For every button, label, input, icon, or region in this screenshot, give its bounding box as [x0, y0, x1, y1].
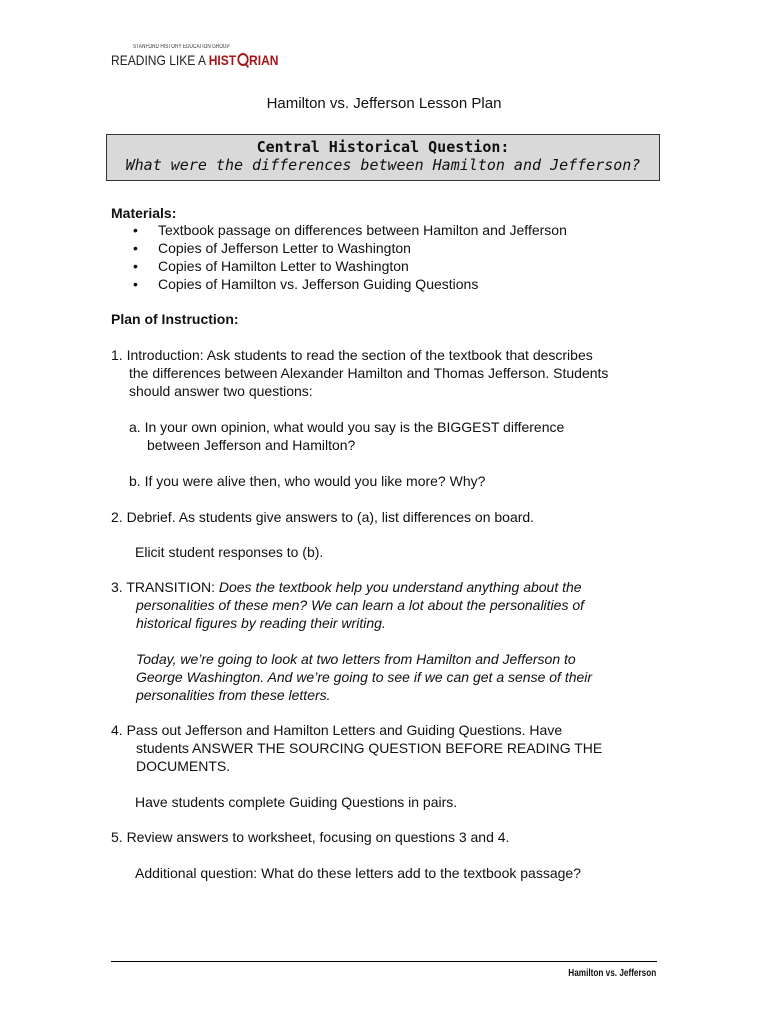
step-4-pairs: Have students complete Guiding Questions in pairs.: [135, 794, 458, 810]
logo-highlight-b: RIAN: [249, 52, 279, 68]
step-2-elicit: Elicit student responses to (b).: [135, 544, 324, 560]
step-3-italic: Does the textbook help you understand anything about the: [218, 579, 582, 595]
step-1-line: 1. Introduction: Ask students to read the section of the textbook that describes: [111, 347, 593, 363]
materials-item: Copies of Hamilton Letter to Washington: [158, 258, 409, 274]
logo: [111, 52, 278, 68]
step-3-para-line: Today, we’re going to look at two letters from Hamilton and Jefferson to: [136, 651, 576, 667]
step-1-line: should answer two questions:: [129, 383, 313, 399]
logo-highlight-a: HIST: [208, 52, 237, 68]
footer-divider: [111, 961, 657, 962]
step-3-para-line: personalities from these letters.: [136, 687, 331, 703]
step-1a-line: between Jefferson and Hamilton?: [147, 437, 356, 453]
central-question-text: What were the differences between Hamilton and Jefferson?: [125, 156, 641, 174]
central-question-box: [106, 134, 660, 181]
bullet-icon: •: [133, 240, 138, 256]
step-1b-line: b. If you were alive then, who would you like more? Why?: [129, 473, 486, 489]
materials-item: Copies of Jefferson Letter to Washington: [158, 240, 411, 256]
step-5-line: 5. Review answers to worksheet, focusing on questions 3 and 4.: [111, 829, 510, 845]
step-3-line: historical figures by reading their writing.: [136, 615, 386, 631]
step-1a-line: a. In your own opinion, what would you say is the BIGGEST difference: [129, 419, 565, 435]
step-4-line: 4. Pass out Jefferson and Hamilton Letters and Guiding Questions. Have: [111, 722, 563, 738]
page-title: Hamilton vs. Jefferson Lesson Plan: [266, 95, 502, 112]
magnifier-icon: [237, 53, 248, 66]
footer-text: Hamilton vs. Jefferson: [568, 968, 656, 979]
plan-heading: Plan of Instruction:: [111, 311, 239, 327]
step-4-line: students ANSWER THE SOURCING QUESTION BEFORE READING THE: [136, 740, 603, 756]
step-5-additional: Additional question: What do these letters add to the textbook passage?: [135, 865, 581, 881]
materials-item: Copies of Hamilton vs. Jefferson Guiding Questions: [158, 276, 479, 292]
step-1-line: the differences between Alexander Hamilton and Thomas Jefferson. Students: [129, 365, 609, 381]
materials-heading: Materials:: [111, 205, 177, 221]
bullet-icon: •: [133, 222, 138, 238]
step-3-line: [111, 578, 582, 596]
step-4-line: DOCUMENTS.: [136, 758, 231, 774]
step-2-line: 2. Debrief. As students give answers to (a), list differences on board.: [111, 509, 535, 525]
step-3-line: personalities of these men? We can learn a lot about the personalities of: [136, 597, 585, 613]
bullet-icon: •: [133, 276, 138, 292]
materials-item: Textbook passage on differences between Hamilton and Jefferson: [158, 222, 567, 238]
logo-group-name: STANFORD HISTORY EDUCATION GROUP: [133, 44, 230, 50]
step-3-label: 3. TRANSITION:: [111, 579, 219, 595]
step-3-para-line: George Washington. And we’re going to see if we can get a sense of their: [136, 669, 593, 685]
bullet-icon: •: [133, 258, 138, 274]
logo-main-text: READING LIKE A: [111, 52, 209, 68]
central-question-heading: Central Historical Question:: [256, 138, 510, 156]
